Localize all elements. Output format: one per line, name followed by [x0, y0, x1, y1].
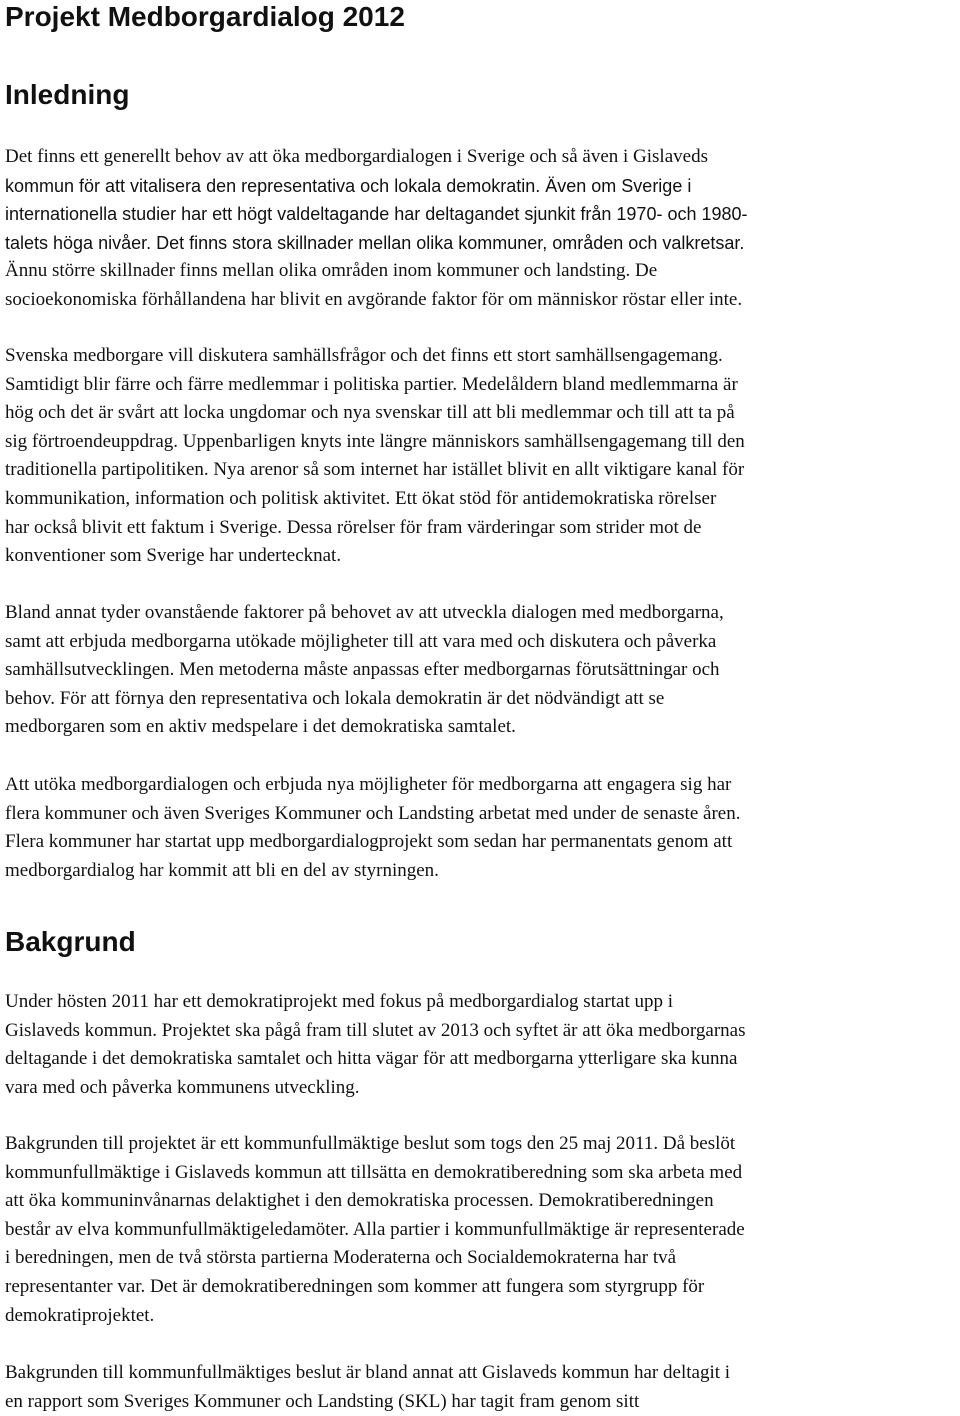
text-line: medborgardialog har kommit att bli en del av styrningen.: [5, 859, 439, 881]
text-line: internationella studier har ett högt valdeltagande har deltagandet sjunkit från 1970- och 1980-: [5, 204, 748, 225]
text-line: har också blivit ett faktum i Sverige. Dessa rörelser för fram värderingar som strider mot de: [5, 516, 702, 538]
text-line: medborgaren som en aktiv medspelare i det demokratiska samtalet.: [5, 716, 516, 738]
paragraph: [5, 599, 957, 742]
text-line: demokratiprojektet.: [5, 1304, 155, 1326]
paragraph: [5, 143, 957, 315]
text-line: Under hösten 2011 har ett demokratiprojekt med fokus på medborgardialog startat upp i: [5, 991, 673, 1012]
text-line: behov. För att förnya den representativa och lokala demokratin är det nödvändigt att se: [5, 687, 665, 709]
text-line: deltagande i det demokratiska samtalet och hitta vägar för att medborgarna ytterligare ska kunna: [5, 1048, 738, 1070]
text-line: samt att erbjuda medborgarna utökade möjligheter till att vara med och diskutera och påverka: [5, 630, 717, 652]
text-line: kommun för att vitalisera den representativa och lokala demokratin. Även om Sverige i: [5, 175, 692, 196]
section-heading-inledning: Inledning: [5, 79, 130, 110]
text-line: i beredningen, men de två största partierna Moderaterna och Socialdemokraterna har två: [5, 1247, 677, 1269]
text-line: Flera kommuner har startat upp medborgardialogprojekt som sedan har permanentats genom att: [5, 831, 733, 853]
text-line: Att utöka medborgardialogen och erbjuda nya möjligheter för medborgarna att engagera sig har: [5, 774, 732, 795]
text-line: Svenska medborgare vill diskutera samhällsfrågor och det finns ett stort samhällsengagemang.: [5, 345, 723, 366]
text-line: att öka kommuninvånarnas delaktighet i den demokratiska processen. Demokratiberedningen: [5, 1190, 714, 1212]
text-line: talets höga nivåer. Det finns stora skillnader mellan olika kommuner, områden och valkretsar.: [5, 232, 745, 253]
text-line: representanter var. Det är demokratiberedningen som kommer att fungera som styrgrupp för: [5, 1275, 705, 1297]
document-title: Projekt Medborgardialog 2012: [5, 1, 405, 32]
text-line: Det finns ett generellt behov av att öka medborgardialogen i Sverige och så även i Gislaveds: [5, 146, 708, 167]
text-line: konventioner som Sverige har undertecknat.: [5, 545, 342, 567]
text-line: vara med och påverka kommunens utveckling.: [5, 1076, 360, 1098]
text-line: sig förtroendeuppdrag. Uppenbarligen knyts inte längre människors samhällsengagemang till den: [5, 430, 745, 452]
text-line: Ännu större skillnader finns mellan olika områden inom kommuner och landsting. De: [5, 260, 658, 282]
text-line: Samtidigt blir färre och färre medlemmar i politiska partier. Medelåldern bland medlemmarna är: [5, 373, 738, 395]
paragraph: [5, 1130, 957, 1330]
text-line: flera kommuner och även Sveriges Kommuner och Landsting arbetat med under de senaste åren.: [5, 802, 741, 824]
text-line: hög och det är svårt att locka ungdomar och nya svenskar till att bli medlemmar och till att ta på: [5, 402, 735, 424]
text-line: består av elva kommunfullmäktigeledamöter. Alla partier i kommunfullmäktige är representerade: [5, 1218, 745, 1240]
section-heading-bakgrund: Bakgrund: [5, 926, 136, 957]
text-line: samhällsutvecklingen. Men metoderna måste anpassas efter medborgarnas förutsättningar och: [5, 659, 720, 681]
text-line: Bakgrunden till projektet är ett kommunfullmäktige beslut som togs den 25 maj 2011. Då beslöt: [5, 1133, 736, 1154]
text-line: socioekonomiska förhållandena har blivit en avgörande faktor för om människor röstar eller inte.: [5, 288, 743, 310]
text-line: Bland annat tyder ovanstående faktorer på behovet av att utveckla dialogen med medborgarna,: [5, 602, 724, 623]
text-line: en rapport som Sveriges Kommuner och Landsting (SKL) har tagit fram genom sitt: [5, 1390, 640, 1412]
paragraph: [5, 771, 957, 885]
paragraph: [5, 988, 957, 1102]
text-line: Gislaveds kommun. Projektet ska pågå fram till slutet av 2013 och syftet är att öka medborgarnas: [5, 1019, 746, 1041]
text-line: traditionella partipolitiken. Nya arenor så som internet har istället blivit en allt viktigare kanal för: [5, 459, 745, 481]
paragraph: [5, 1359, 957, 1416]
text-line: kommunikation, information och politisk aktivitet. Ett ökat stöd för antidemokratiska rörelser: [5, 487, 717, 509]
text-line: kommunfullmäktige i Gislaveds kommun att tillsätta en demokratiberedning som ska arbeta med: [5, 1161, 743, 1183]
text-line: Bakgrunden till kommunfullmäktiges beslut är bland annat att Gislaveds kommun har deltagit i: [5, 1362, 731, 1383]
paragraph: [5, 342, 957, 571]
